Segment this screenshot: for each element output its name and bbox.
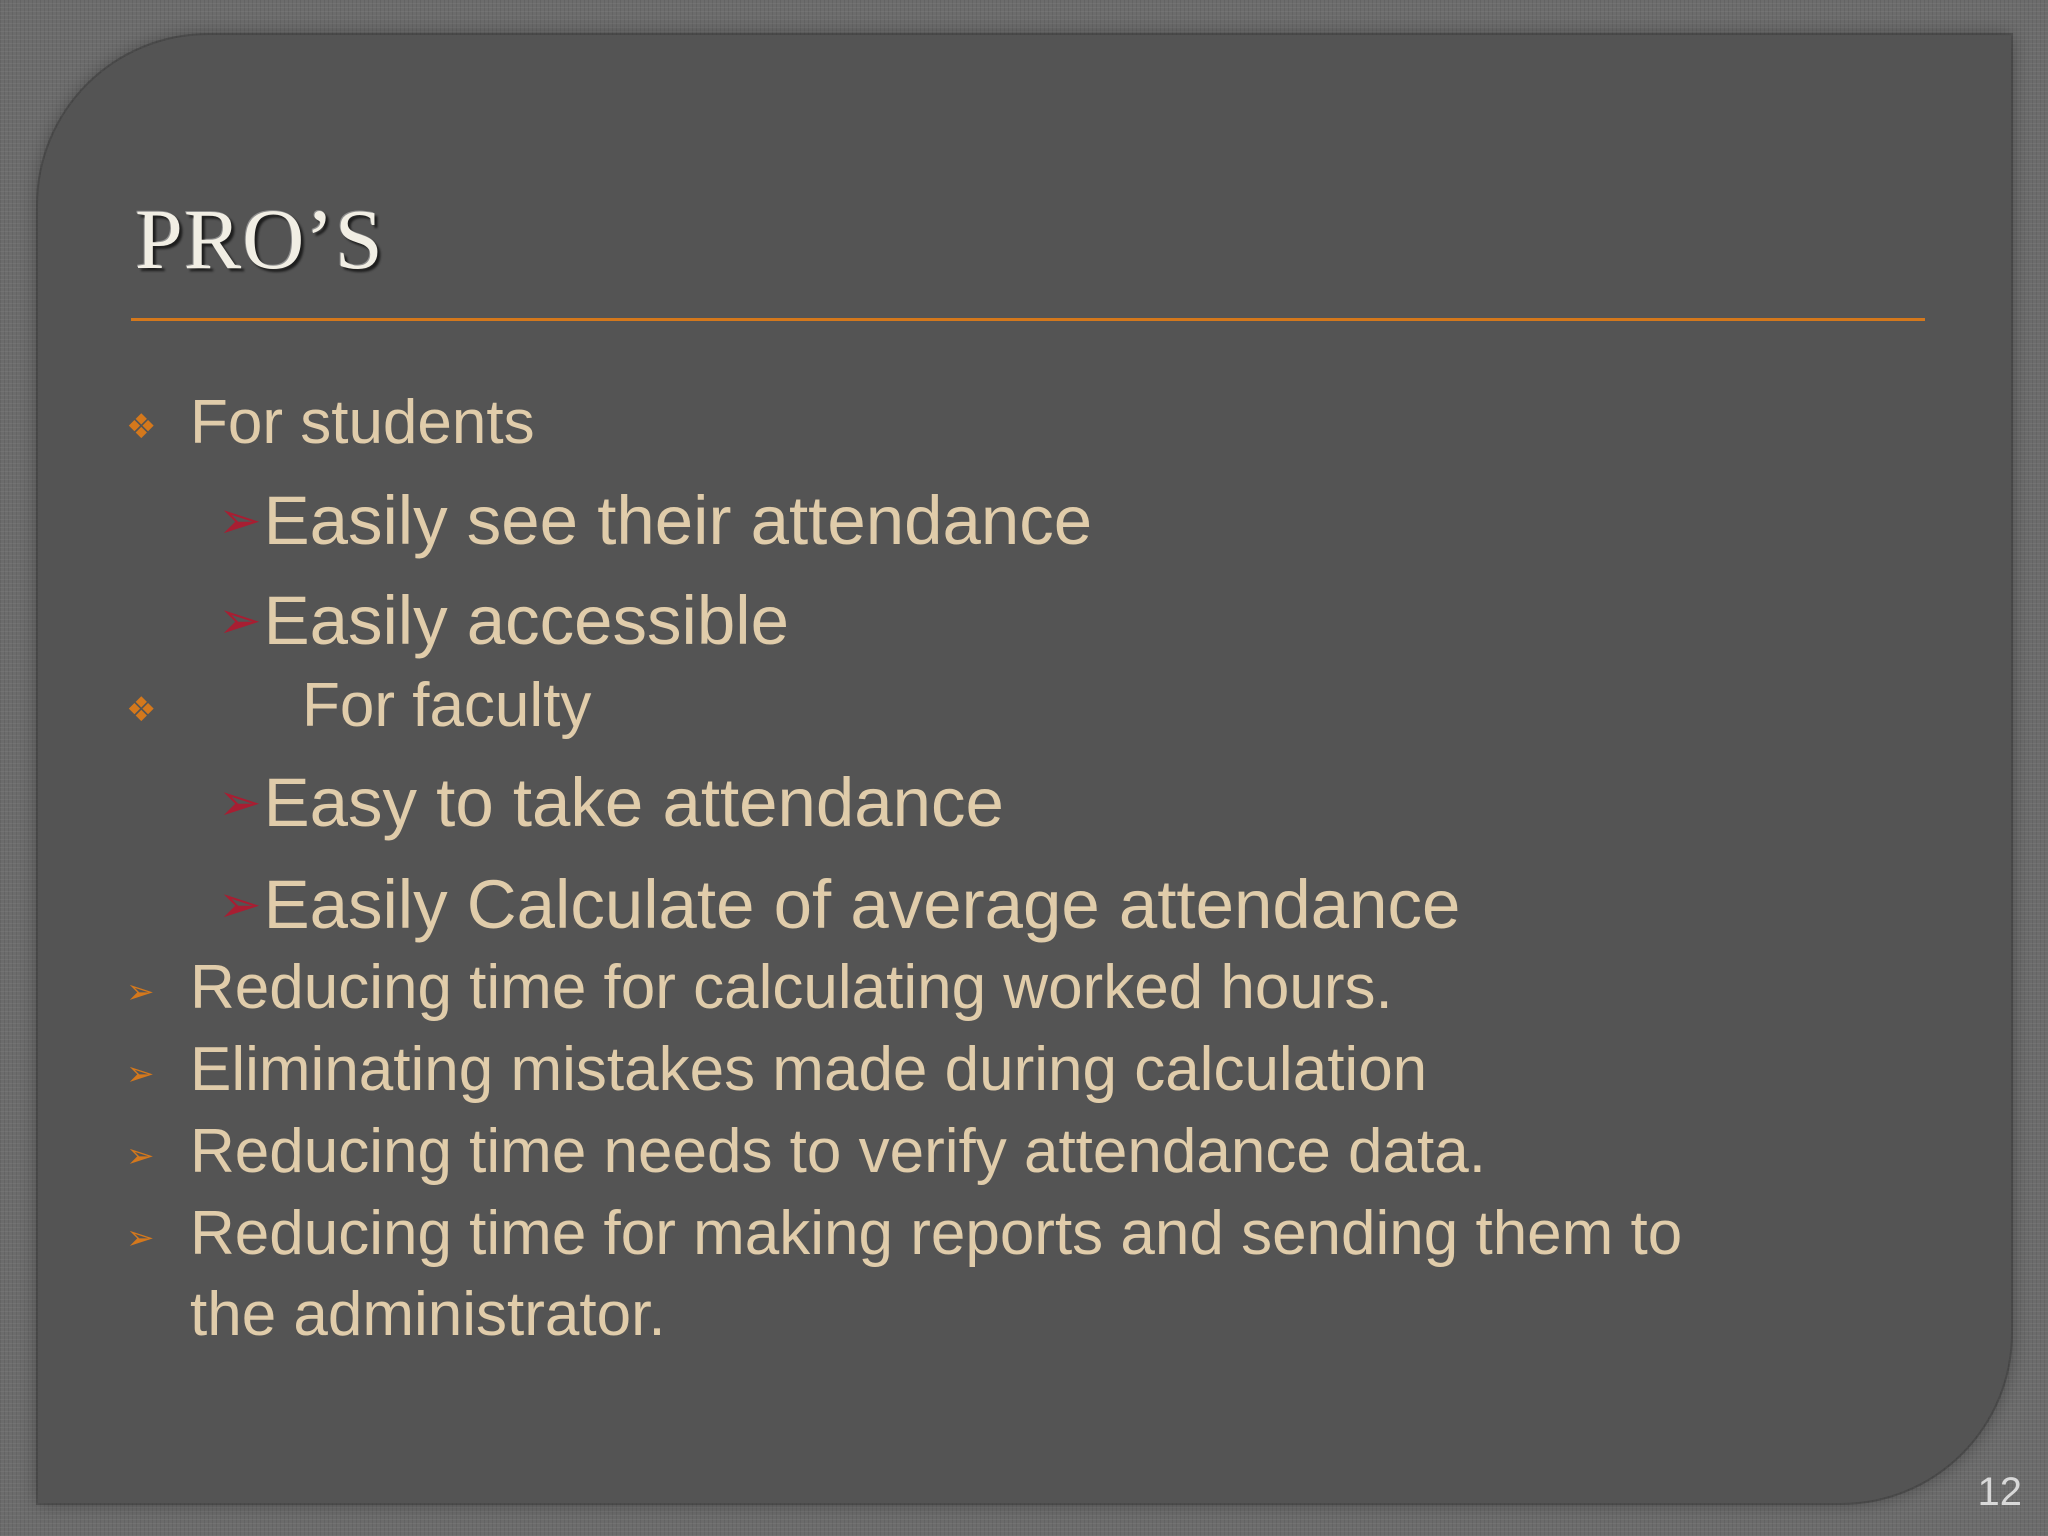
diamond-cluster-icon: ❖ (126, 408, 157, 446)
benefit-item: Eliminating mistakes made during calculation (190, 1035, 1428, 1104)
section-heading-students: For students (190, 388, 535, 457)
arrow-right-icon: ➢ (218, 876, 262, 934)
slide-title: PRO’S (135, 191, 384, 287)
list-item (218, 582, 789, 659)
arrow-right-icon: ➢ (218, 774, 262, 832)
list-item-text: Easy to take attendance (263, 764, 1004, 841)
list-item (218, 482, 1093, 559)
arrow-right-icon: ➢ (218, 492, 262, 550)
arrow-right-icon: ➢ (218, 592, 262, 650)
arrow-right-icon: ➢ (126, 973, 155, 1011)
list-item-text: Easily see their attendance (263, 482, 1093, 559)
arrow-right-icon: ➢ (126, 1137, 155, 1175)
benefit-item: Reducing time needs to verify attendance data. (190, 1117, 1486, 1186)
benefit-item: Reducing time for making reports and sending them to (190, 1199, 1683, 1268)
slide-number: 12 (1977, 1470, 2022, 1514)
arrow-right-icon: ➢ (126, 1055, 155, 1093)
list-item-text: Easily accessible (263, 582, 789, 659)
diamond-cluster-icon: ❖ (126, 691, 157, 729)
arrow-right-icon: ➢ (126, 1219, 155, 1257)
benefit-item-continuation: the administrator. (190, 1280, 666, 1349)
list-item-text: Easily Calculate of average attendance (263, 866, 1461, 943)
list-item (218, 866, 1461, 943)
section-heading-faculty: For faculty (302, 671, 592, 740)
list-item (218, 764, 1004, 841)
benefit-item: Reducing time for calculating worked hours. (190, 953, 1393, 1022)
